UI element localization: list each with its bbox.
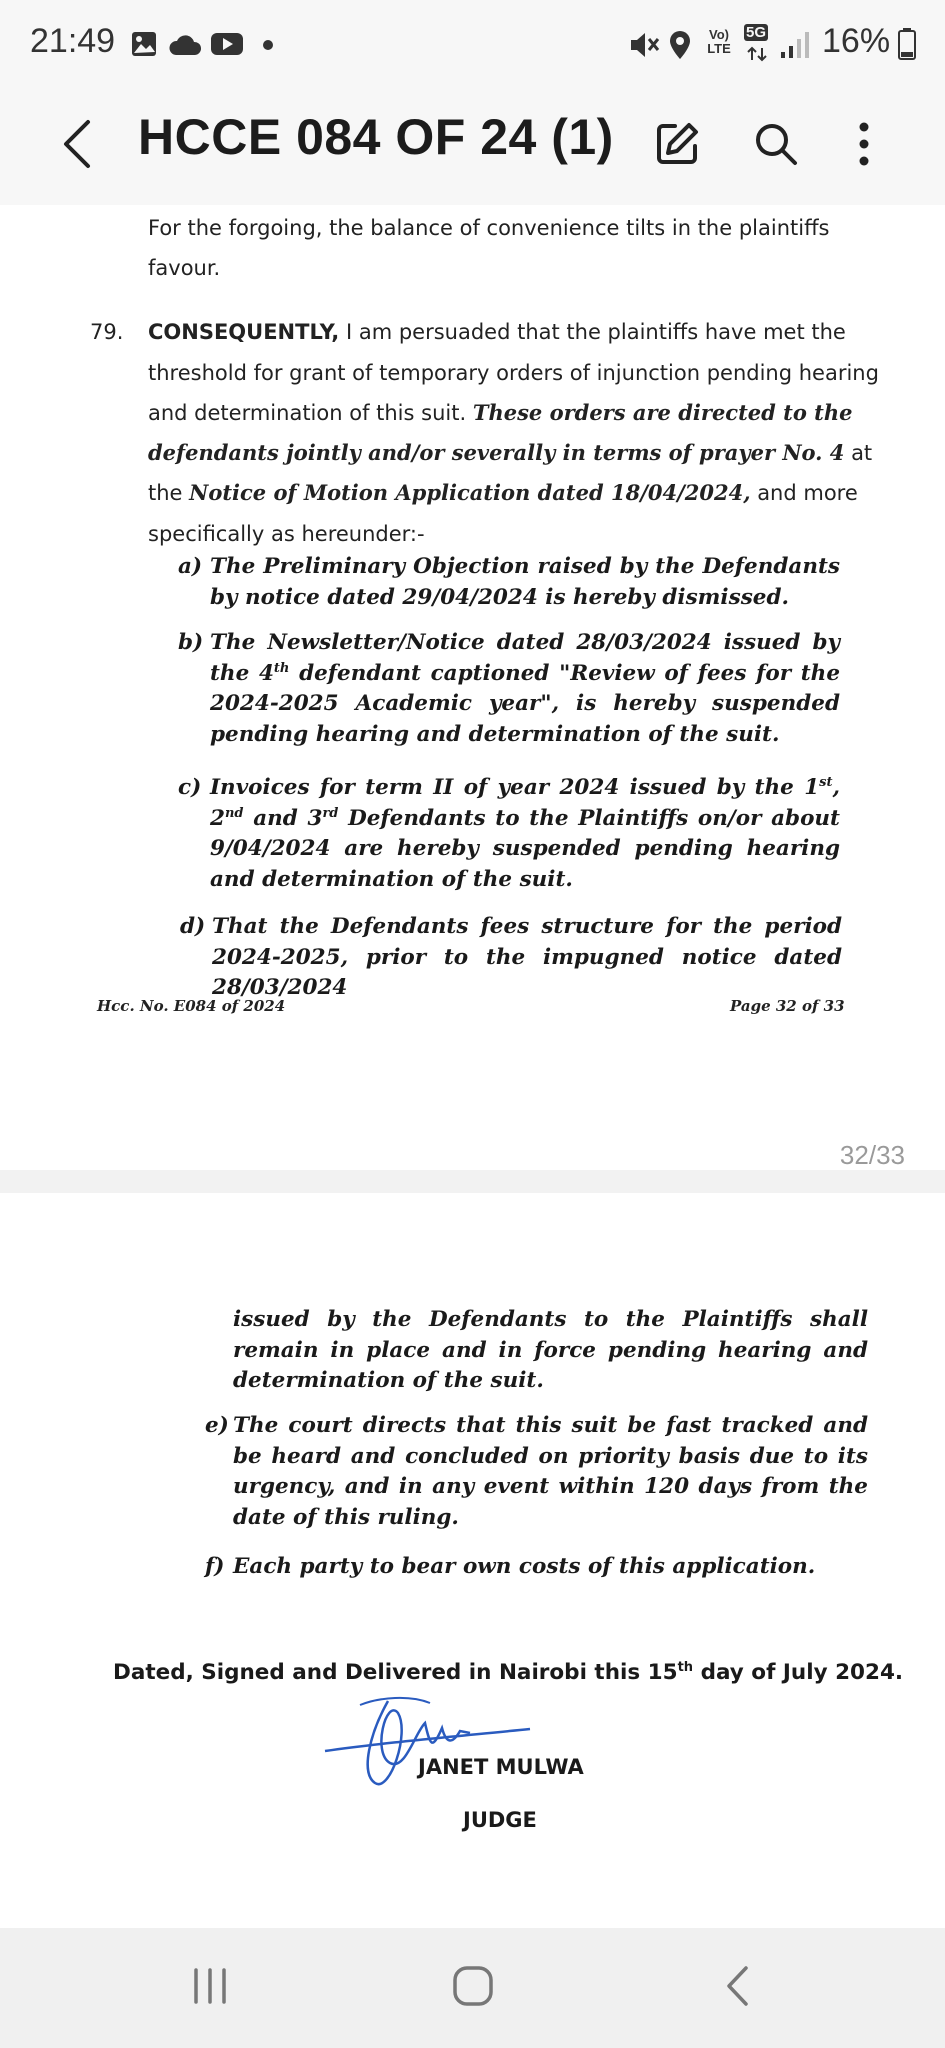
order-f-label: f) bbox=[205, 1554, 225, 1579]
para79-line-2: threshold for grant of temporary orders of injunction pending hearing bbox=[148, 361, 879, 385]
sign-text-2: day of July 2024. bbox=[693, 1660, 904, 1685]
signal-icon bbox=[780, 30, 810, 65]
para79-line-6: specifically as hereunder:- bbox=[148, 522, 425, 546]
order-c-sup-1: st bbox=[819, 774, 833, 790]
intro-line-2: favour. bbox=[148, 256, 221, 280]
para79-line-3 bbox=[148, 393, 853, 433]
signature-icon bbox=[320, 1693, 540, 1808]
order-d-continued: issued by the Defendants to the Plaintiffs shall remain in place and in force pending hearing and determination of the suit. bbox=[233, 1307, 868, 1393]
judge-name: JANET MULWA bbox=[418, 1755, 584, 1779]
order-e-label: e) bbox=[205, 1413, 229, 1438]
order-a bbox=[178, 552, 840, 613]
recents-icon bbox=[190, 1966, 230, 2011]
judge-title: JUDGE bbox=[463, 1808, 537, 1832]
intro-line-1: For the forgoing, the balance of convenience tilts in the plaintiffs bbox=[148, 216, 830, 240]
order-c-text-3: and 3 bbox=[243, 805, 323, 831]
para79-line-5-bold: Notice of Motion Application dated 18/04/2024, bbox=[189, 480, 751, 505]
recents-button[interactable] bbox=[170, 1953, 250, 2023]
order-f-text: Each party to bear own costs of this application. bbox=[233, 1554, 816, 1579]
para79-line-1-text: I am persuaded that the plaintiffs have met the bbox=[339, 320, 846, 344]
footer-case-number: Hcc. No. E084 of 2024 bbox=[97, 997, 286, 1015]
para79-line-5-text-b: and more bbox=[750, 481, 858, 505]
more-icon bbox=[858, 121, 870, 172]
back-icon bbox=[62, 118, 92, 175]
para79-line-5-text-a: the bbox=[148, 481, 190, 505]
para79-line-3-text: and determination of this suit. bbox=[148, 401, 473, 425]
back-nav-icon bbox=[724, 1964, 752, 2013]
order-c-text-4: Defendants to the Plaintiffs on/or about 9/04/2024 are hereby suspended pending hearing and determination of the suit. bbox=[210, 805, 840, 892]
status-time: 21:49 bbox=[30, 22, 116, 60]
para79-line-1 bbox=[148, 312, 846, 352]
navigation-bar bbox=[0, 1928, 945, 2048]
search-button[interactable] bbox=[744, 110, 808, 182]
status-bar bbox=[0, 0, 945, 90]
order-b-text-2: defendant captioned "Review of fees for the 2024-2025 Academic year", is hereby suspended pending hearing and determination of the suit. bbox=[210, 660, 840, 747]
order-d bbox=[180, 912, 842, 1004]
order-b bbox=[178, 628, 840, 750]
dot-icon bbox=[262, 38, 274, 56]
para79-line-4-bold: defendants jointly and/or severally in terms of prayer No. 4 bbox=[148, 440, 845, 465]
search-icon bbox=[753, 121, 799, 172]
order-a-text: The Preliminary Objection raised by the Defendants by notice dated 29/04/2024 is hereby dismissed. bbox=[210, 554, 840, 610]
order-c bbox=[178, 773, 840, 895]
app-bar bbox=[0, 90, 945, 206]
back-button[interactable] bbox=[45, 110, 109, 182]
battery-percent: 16% bbox=[822, 22, 891, 60]
volte-icon: Vo) LTE bbox=[707, 27, 731, 56]
document-page-33[interactable] bbox=[0, 1193, 945, 1928]
document-page-32[interactable] bbox=[0, 205, 945, 1170]
para79-line-5 bbox=[148, 473, 858, 513]
dated-signed-line bbox=[113, 1660, 903, 1685]
para79-line-3-bold: These orders are directed to the bbox=[472, 400, 853, 425]
para79-line-4-text: at bbox=[844, 441, 873, 465]
battery-icon bbox=[898, 28, 916, 65]
gallery-icon bbox=[130, 30, 158, 63]
data-arrows-icon bbox=[746, 46, 768, 67]
para79-line-4 bbox=[148, 433, 872, 473]
consequently-lead: CONSEQUENTLY, bbox=[148, 320, 340, 344]
paragraph-number: 79. bbox=[90, 320, 124, 344]
order-b-label: b) bbox=[178, 630, 204, 655]
order-d-text: That the Defendants fees structure for the period 2024-2025, prior to the impugned notice dated 28/03/2024 bbox=[212, 914, 842, 1000]
sign-text-1: Dated, Signed and Delivered in Nairobi this 15 bbox=[113, 1660, 678, 1685]
more-options-button[interactable] bbox=[832, 110, 896, 182]
order-a-label: a) bbox=[178, 554, 203, 579]
document-title: HCCE 084 OF 24 (1) bbox=[138, 109, 614, 165]
home-button[interactable] bbox=[433, 1953, 513, 2023]
order-e bbox=[205, 1411, 868, 1533]
order-b-sup: th bbox=[273, 660, 290, 676]
order-c-label: c) bbox=[178, 775, 202, 800]
edit-button[interactable] bbox=[645, 110, 709, 182]
footer-page-number: Page 32 of 33 bbox=[730, 997, 845, 1015]
order-f bbox=[205, 1552, 868, 1583]
home-icon bbox=[451, 1964, 495, 2013]
location-icon bbox=[668, 30, 692, 65]
order-c-text-1: Invoices for term II of year 2024 issued by the 1 bbox=[210, 775, 820, 800]
order-b-text-1: The Newsletter/Notice dated 28/03/2024 issued by the 4 bbox=[210, 630, 840, 686]
mute-icon bbox=[628, 30, 660, 65]
youtube-icon bbox=[210, 30, 244, 63]
order-c-sup-3: rd bbox=[322, 805, 339, 821]
order-e-text: The court directs that this suit be fast tracked and be heard and concluded on priority basis due to its urgency, and in any event within 120 days from the date of this ruling. bbox=[233, 1413, 868, 1530]
order-c-text-2: , 2 bbox=[210, 775, 840, 831]
edit-icon bbox=[653, 120, 701, 173]
5g-icon: 5G bbox=[746, 24, 767, 41]
page-indicator: 32/33 bbox=[839, 1140, 905, 1170]
cloud-icon bbox=[168, 34, 202, 61]
back-nav-button[interactable] bbox=[698, 1953, 778, 2023]
sign-sup: th bbox=[677, 1659, 694, 1675]
order-d-label: d) bbox=[180, 914, 206, 939]
order-c-sup-2: nd bbox=[224, 805, 244, 821]
